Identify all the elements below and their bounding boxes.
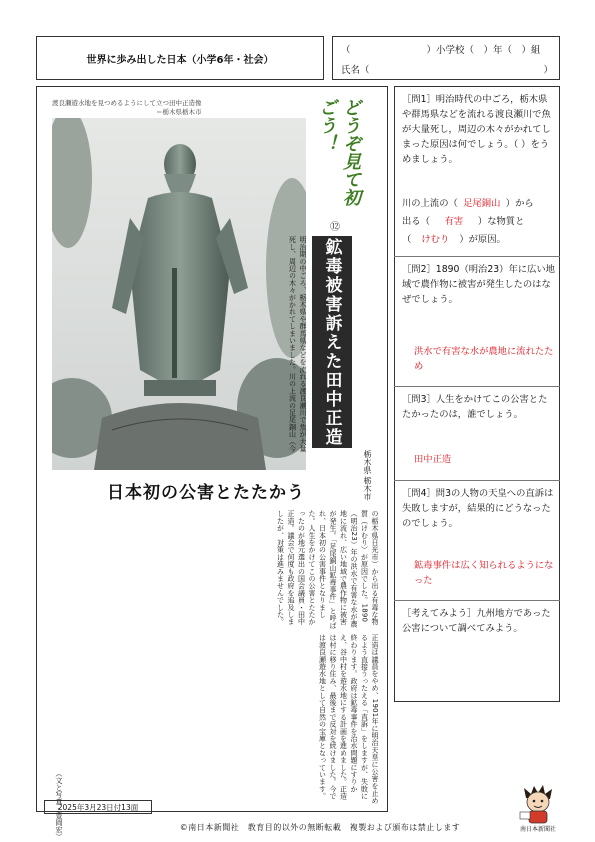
question-2: ［問2］1890（明治23）年に広い地域で農作物に被害が発生したのはなぜでしょう。 <box>402 264 555 305</box>
copyright-notice: ©南日本新聞社 教育目的以外の無断転載 複製および頒布は禁止します <box>179 823 461 832</box>
q1-fill-a-suffix: ）から <box>505 198 534 209</box>
q1-answer-c: けむり <box>421 234 450 245</box>
q1-fill-a <box>402 196 556 211</box>
divider <box>394 480 560 481</box>
q3-answer: 田中正造 <box>414 454 452 465</box>
photo-caption <box>52 99 202 117</box>
series-number: ⑫ <box>330 222 340 233</box>
mascot-illustration <box>516 784 560 826</box>
q1-fill-c <box>402 232 556 247</box>
worksheet-title: 世界に歩み出した日本（小学6年・社会） <box>36 36 324 80</box>
mascot-label: 南日本新聞社 <box>519 826 556 833</box>
article-credit: （文と写真・豊岡宏） <box>55 770 63 840</box>
question-1: ［問1］明治時代の中ごろ，栃木県や群馬県などを流れる渡良瀬川で魚が大量死し，周辺の木々がかれてしまった原因は何でしょう。（ ）をうめましょう。 <box>402 94 551 165</box>
student-info-box <box>332 36 560 80</box>
article-body-top: の栃木県日光市）から出る有毒な物質（けむり）が原因でした。1890（明治23）年の洪水で有害な水が農地に流れ、広い地域で農作物に被害が発生。「足尾銅山鉱毒事件」と呼ばれ、日本初の公害事件となりました。人生をかけてこの公害とたたかったのが地元選出の国会議員・田中正造。議会で何度も政府を追及しましたが、対策は進みませんでした。 <box>276 510 379 629</box>
question-5: ［考えてみよう］九州地方であった公害について調べてみよう。 <box>402 608 551 634</box>
article-date: 2025年3月23日付13面 <box>44 800 152 814</box>
name-close: ） <box>543 65 553 76</box>
series-logo <box>314 98 360 218</box>
q1-fill-c-suffix: ）が原因。 <box>459 234 506 245</box>
article-body-bottom: 正造は議員をやめ、1901年に明治天皇に公害を止めるよう直接うったえる「直訴」をしますが、失敗に終わります。政府は鉱毒事件を治水問題にすりかえ、谷中村を遊水地にする計画を進めました。正造は村に移り住み、最後まで反対を続けました。今では渡良瀬遊水地として自然の宝庫となっています。 <box>318 634 379 804</box>
school-class-line: （ ）小学校（ ）年（ ）組 <box>341 45 541 56</box>
q1-fill-a-prefix: 川の上流の（ <box>402 198 458 209</box>
q4-answer: 鉱毒事件は広く知られるようになった <box>414 560 554 586</box>
photo-caption-text: 渡良瀬遊水地を見つめるようにして立つ田中正造像 <box>52 99 202 107</box>
series-title: どうぞ見て初ごう！ <box>316 98 361 206</box>
mascot-icon <box>516 784 560 826</box>
article-subhead: 日本初の公害とたたかう <box>107 483 305 503</box>
article-lead: 明治期の中ごろ、栃木県や群馬県などを流れる渡良瀬川で魚が大量死し、周辺の木々がかれてしまいました。川の上流の足尾銅山（今 <box>288 236 307 452</box>
q1-fill-b <box>402 214 556 229</box>
name-line <box>341 62 553 76</box>
q1-fill-b-prefix: 出る（ <box>402 216 430 227</box>
name-label: 氏名（ <box>341 65 370 76</box>
divider <box>394 386 560 387</box>
q1-fill-b-suffix: ）な物質と <box>477 216 525 227</box>
divider <box>394 600 560 601</box>
question-3: ［問3］人生をかけてこの公害とたたかったのは，誰でしょう。 <box>402 394 548 420</box>
divider <box>394 256 560 257</box>
q1-answer-a: 足尾銅山 <box>463 198 501 209</box>
question-4: ［問4］問3の人物の天皇への直訴は失敗しますが，結果的にどうなったのでしょう。 <box>402 488 554 529</box>
article-place: 栃木県 栃木市 <box>363 450 372 501</box>
q1-fill-c-prefix: （ <box>402 234 412 245</box>
q2-answer: 洪水で有害な水が農地に流れたため <box>414 346 554 372</box>
article-headline: 鉱毒被害訴えた田中正造 <box>312 236 352 448</box>
photo-credit: ＝栃木県栃木市 <box>156 108 202 116</box>
q1-answer-b: 有害 <box>444 216 464 227</box>
